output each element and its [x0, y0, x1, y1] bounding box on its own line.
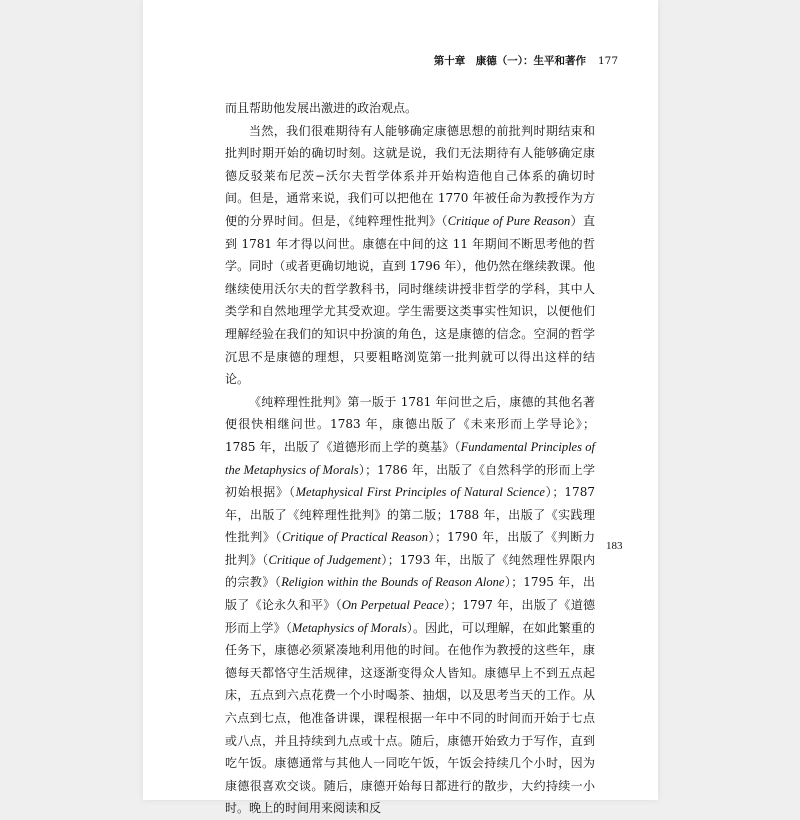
margin-page-reference: 183: [606, 540, 623, 552]
english-title: Metaphysical First Principles of Natural Science: [295, 485, 545, 500]
text-run: ）；1786 年，出版了《自然科学的形而上学初始根据》（: [225, 462, 595, 500]
text-run: 当然，我们很难期待有人能够确定康德思想的前批判时期结束和批判时期开始的确切时刻。这就是说，我们无法期待有人能够确定康德反驳莱布尼茨−沃尔夫哲学体系并开始构造他自己体系的确切时间。但是，通常来说，我们可以把他在 1770 年被任命为教授作为方便的分界时间。但是，《纯粹理性批判》（: [225, 123, 595, 228]
chapter-title: 第十章 康德（一）：生平和著作: [433, 55, 586, 67]
running-head: [434, 53, 618, 68]
text-run: ）直到 1781 年才得以问世。康德在中间的这 11 年期间不断思考他的哲学。同时（或者更确切地说，直到 1796 年），他仍然在继续教课。他继续使用沃尔夫的哲学教科书，同时继续讲授非哲学的学科，其中人类学和自然地理学尤其受欢迎。学生需要这类事实性知识，以便他们理解经验在我们的知识中扮演的角色，这是康德的信念。空洞的哲学沉思不是康德的理想，只要粗略浏览第一批判就可以得出这样的结论。: [225, 213, 595, 387]
text-run: ）；1795 年，出版了《论永久和平》（: [225, 575, 595, 613]
english-title: Critique of Judgement: [268, 552, 382, 567]
english-title: Critique of Pure Reason: [447, 213, 571, 228]
english-title: Religion within the Bounds of Reason Alone: [281, 575, 505, 590]
text-run: ）；1793 年，出版了《纯然理性界限内的宗教》（: [225, 552, 595, 590]
text-run: 《纯粹理性批判》第一版于 1781 年问世之后，康德的其他名著便很快相继问世。1783 年，康德出版了《未来形而上学导论》；1785 年，出版了《道德形而上学的奠基》（: [225, 394, 595, 454]
paragraph: [225, 97, 595, 120]
text-run: ）。因此，可以理解，在如此繁重的任务下，康德必须紧凑地利用他的时间。在他作为教授的这些年，康德每天都恪守生活规律，这逐渐变得众人皆知。康德早上不到五点起床，五点到六点花费一个小时喝茶、抽烟，以及思考当天的工作。从六点到七点，他准备讲课，课程根据一年中不同的时间而开始于七点或八点，并且持续到九点或十点。随后，康德开始致力于写作，直到吃午饭。康德通常与其他人一同吃午饭，午饭会持续几个小时，因为康德很喜欢交谈。随后，康德开始每日都进行的散步，大约持续一小时。晚上的时间用来阅读和反: [225, 620, 595, 816]
page-number: 177: [597, 55, 618, 67]
paragraph: [225, 391, 595, 820]
text-run: ）；1790 年，出版了《判断力批判》（: [225, 530, 595, 567]
english-title: Fundamental Principles of the Metaphysics of Morals: [225, 439, 595, 477]
english-title: On Perpetual Peace: [341, 598, 444, 613]
paragraph: [225, 120, 595, 391]
body-text: [225, 97, 595, 820]
text-run: 而且帮助他发展出激进的政治观点。: [225, 101, 418, 115]
english-title: Metaphysics of Morals: [291, 620, 407, 635]
book-page: [143, 0, 658, 816]
text-run: ）；1797 年，出版了《道德形而上学》（: [225, 598, 595, 635]
english-title: Critique of Practical Reason: [282, 530, 428, 545]
text-run: ）；1787 年，出版了《纯粹理性批判》的第二版；1788 年，出版了《实践理性批判》（: [225, 485, 595, 545]
